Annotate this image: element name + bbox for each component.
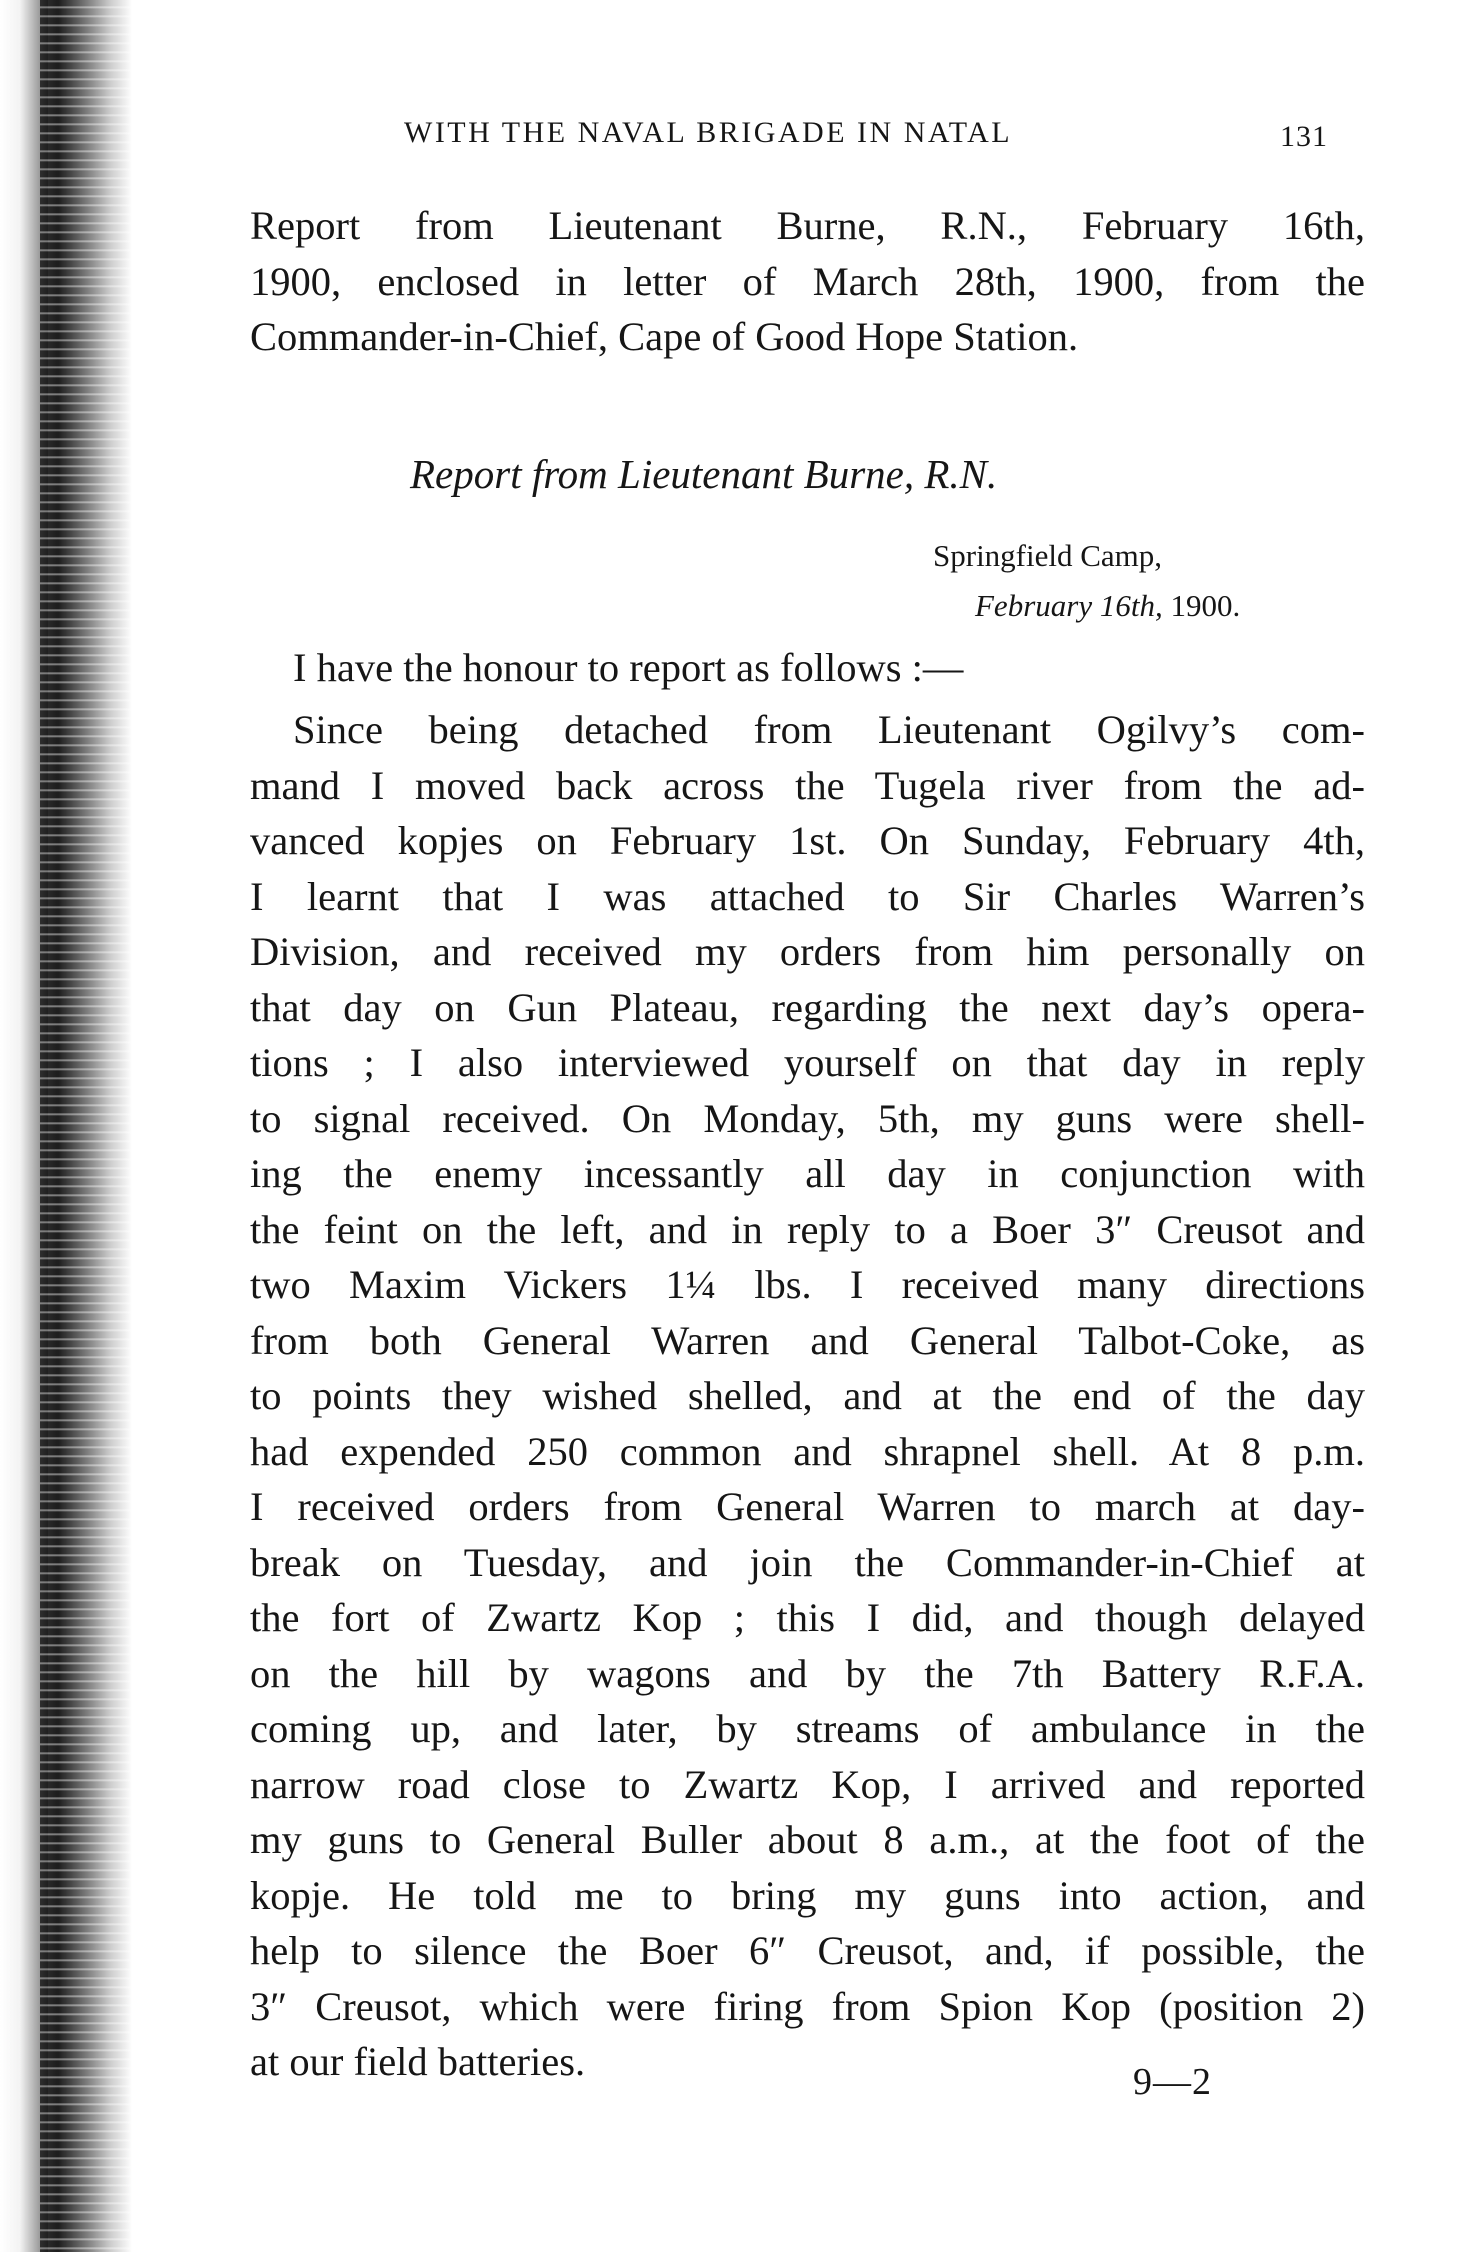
body-line: to points they wished shelled, and at the end of the day	[250, 1373, 1365, 1418]
body-line: I learnt that I was attached to Sir Charles Warren’s	[250, 873, 1365, 919]
opening-line: I have the honour to report as follows :—	[293, 645, 964, 690]
body-line: the feint on the left, and in reply to a Boer 3″ Creusot and	[250, 1206, 1365, 1252]
book-binding-shadow	[40, 0, 132, 2252]
body-line: coming up, and later, by streams of ambulance in the	[250, 1706, 1365, 1751]
body-line: tions ; I also interviewed yourself on that day in reply	[250, 1040, 1365, 1085]
running-head: WITH THE NAVAL BRIGADE IN NATAL	[404, 116, 1013, 149]
dateline-month: February 16th,	[975, 588, 1163, 623]
body-line: ing the enemy incessantly all day in conjunction with	[250, 1151, 1365, 1196]
body-line: on the hill by wagons and by the 7th Battery R.F.A.	[250, 1650, 1365, 1696]
body-line: Since being detached from Lieutenant Ogilvy’s com-	[293, 707, 1365, 752]
intro-line: Commander-in-Chief, Cape of Good Hope Station.	[250, 314, 1079, 359]
body-line: kopje. He told me to bring my guns into action, and	[250, 1872, 1365, 1918]
page-number: 131	[1280, 120, 1328, 153]
body-line: 3″ Creusot, which were firing from Spion Kop (position 2)	[250, 1983, 1365, 2029]
dateline-date	[975, 588, 1240, 624]
dateline-place: Springfield Camp,	[933, 538, 1163, 573]
body-line: the fort of Zwartz Kop ; this I did, and though delayed	[250, 1595, 1365, 1640]
body-line: two Maxim Vickers 1¼ lbs. I received many directions	[250, 1262, 1365, 1307]
intro-line: 1900, enclosed in letter of March 28th, 1900, from the	[250, 258, 1365, 304]
body-line: from both General Warren and General Talbot-Coke, as	[250, 1317, 1365, 1363]
signature-mark: 9—2	[1133, 2061, 1212, 2103]
body-line: my guns to General Buller about 8 a.m., at the foot of the	[250, 1817, 1365, 1862]
body-line: vanced kopjes on February 1st. On Sunday, February 4th,	[250, 818, 1365, 863]
report-heading: Report from Lieutenant Burne, R.N.	[410, 451, 998, 497]
body-line: mand I moved back across the Tugela river from the ad-	[250, 762, 1365, 808]
body-paragraph	[250, 702, 1365, 2090]
body-line: narrow road close to Zwartz Kop, I arrived and reported	[250, 1761, 1365, 1807]
body-line: at our field batteries.	[250, 2039, 586, 2084]
body-line: had expended 250 common and shrapnel shell. At 8 p.m.	[250, 1428, 1365, 1474]
body-line: to signal received. On Monday, 5th, my guns were shell-	[250, 1095, 1365, 1141]
body-line: I received orders from General Warren to march at day-	[250, 1484, 1365, 1529]
body-line: break on Tuesday, and join the Commander-in-Chief at	[250, 1539, 1365, 1585]
body-line: that day on Gun Plateau, regarding the next day’s opera-	[250, 984, 1365, 1030]
body-line: Division, and received my orders from him personally on	[250, 929, 1365, 974]
intro-line: Report from Lieutenant Burne, R.N., February 16th,	[250, 203, 1365, 248]
body-line: help to silence the Boer 6″ Creusot, and, if possible, the	[250, 1928, 1365, 1973]
intro-paragraph	[250, 198, 1365, 365]
dateline-year: 1900.	[1170, 588, 1241, 623]
